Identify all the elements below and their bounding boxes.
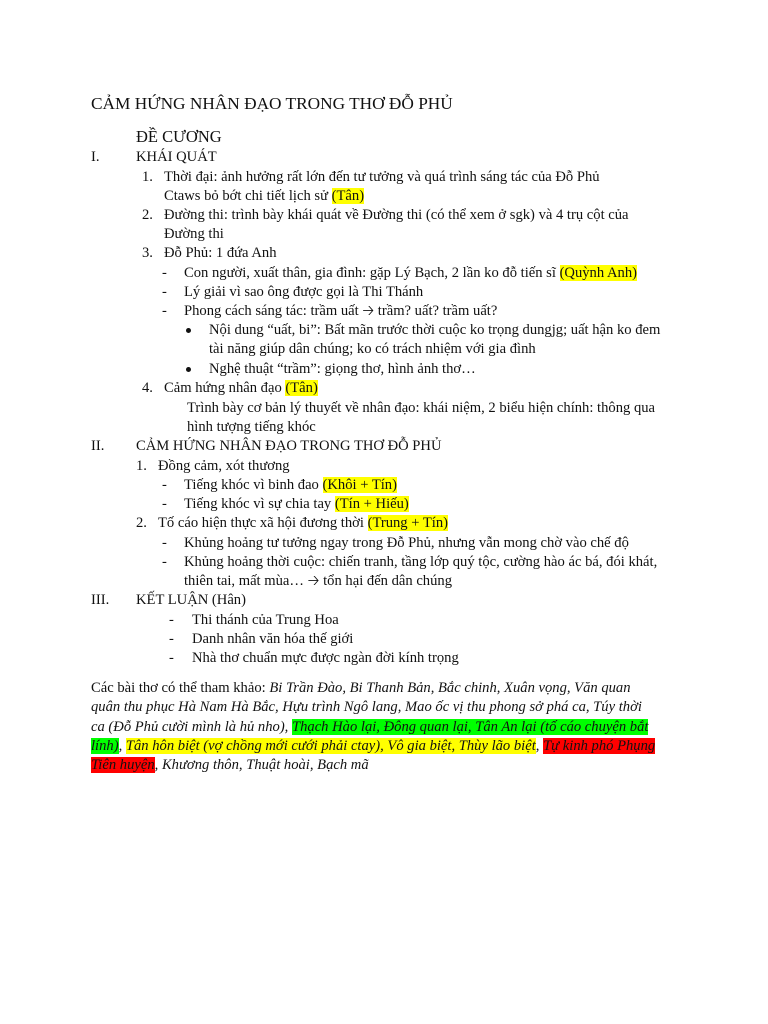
list-item-background xyxy=(184,264,637,283)
item-2-2-text xyxy=(158,514,448,533)
bullet-content-continuation: tài năng giúp dân chúng; ko có trách nhiệm với gia đình xyxy=(209,341,536,357)
references-line-3 xyxy=(91,718,648,737)
assignee-tag-highlight: (Khôi + Tín) xyxy=(322,477,397,493)
item-1-1-continuation xyxy=(164,187,364,206)
assignee-tag-highlight: (Tín + Hiếu) xyxy=(334,496,409,512)
dash-marker: - xyxy=(162,496,167,512)
item-1-4-paragraph-1: Trình bày cơ bản lý thuyết về nhân đạo: khái niệm, 2 biểu hiện chính: thông qua xyxy=(187,400,656,416)
item-1-2-continuation: Đường thi xyxy=(164,226,224,242)
section-1-number: I. xyxy=(91,149,100,165)
item-2-1-number: 1. xyxy=(136,458,147,474)
item-2-2-label: Tố cáo hiện thực xã hội đương thời xyxy=(158,515,368,531)
dash-marker: - xyxy=(162,265,167,281)
item-2-1-text: Đồng cảm, xót thương xyxy=(158,458,290,474)
list-item-text: Con người, xuất thân, gia đình: gặp Lý Bạch, 2 lần ko đỗ tiến sĩ xyxy=(184,265,560,281)
section-2-heading: CẢM HỨNG NHÂN ĐẠO TRONG THƠ ĐỖ PHỦ xyxy=(136,438,442,454)
section-2-number: II. xyxy=(91,438,105,454)
list-item-style xyxy=(184,302,497,321)
dash-marker: - xyxy=(162,554,167,570)
references-line-5 xyxy=(91,756,369,775)
item-1-4-text xyxy=(164,379,318,398)
list-item-era-crisis: Khủng hoảng thời cuộc: chiến tranh, tầng lớp quý tộc, cường hào ác bá, đói khát, xyxy=(184,554,658,570)
era-crisis-cont-b: tổn hại đến dân chúng xyxy=(319,573,452,589)
item-1-1-cont-text: Ctaws bỏ bớt chi tiết lịch sử xyxy=(164,188,332,204)
red-highlight: Tiên huyện xyxy=(91,757,155,773)
yellow-highlight: Tân hôn biệt (vợ chồng mới cưới phải ctay), Vô gia biệt, Thùy lão biệt xyxy=(125,738,536,754)
dash-marker: - xyxy=(162,284,167,300)
references-titles: , Khương thôn, Thuật hoài, Bạch mã xyxy=(154,757,369,773)
item-1-1-text: Thời đại: ảnh hưởng rất lớn đến tư tưởng và quá trình sáng tác của Đỗ Phủ xyxy=(164,169,600,185)
section-1-heading: KHÁI QUÁT xyxy=(136,149,217,165)
arrow-right-icon: 🡢 xyxy=(307,573,320,589)
list-item-thi-thanh: Lý giải vì sao ông được gọi là Thi Thánh xyxy=(184,284,424,300)
separator: , xyxy=(118,738,126,754)
item-2-2-number: 2. xyxy=(136,515,147,531)
item-1-4-paragraph-2: hình tượng tiếng khóc xyxy=(187,419,316,435)
bullet-art-text: Nghệ thuật “trầm”: giọng thơ, hình ảnh thơ… xyxy=(209,361,476,377)
assignee-tag-highlight: (Quỳnh Anh) xyxy=(559,265,637,281)
item-1-4-number: 4. xyxy=(142,380,153,396)
item-1-1-number: 1. xyxy=(142,169,153,185)
dash-marker: - xyxy=(162,535,167,551)
list-item-ideology-crisis: Khủng hoảng tư tưởng ngay trong Đỗ Phủ, nhưng vẫn mong chờ vào chế độ xyxy=(184,535,629,551)
conclusion-item-2: Danh nhân văn hóa thế giới xyxy=(192,631,354,647)
green-highlight: Thạch Hào lại, Đông quan lại, Tân An lại (tố cáo chuyện bắt xyxy=(291,719,649,735)
document-subtitle: ĐỀ CƯƠNG xyxy=(136,127,222,146)
references-titles: ca (Đỗ Phủ cười mình là hủ nho), xyxy=(91,719,292,735)
separator: , xyxy=(535,738,544,754)
bullet-icon xyxy=(186,321,191,340)
list-item-era-crisis-continuation xyxy=(184,572,452,591)
item-1-3-text: Đỗ Phủ: 1 đứa Anh xyxy=(164,245,277,261)
references-titles: Bi Trần Đào, Bi Thanh Bản, Bắc chinh, Xuân vọng, Văn quan xyxy=(269,680,631,696)
assignee-tag-highlight: (Trung + Tín) xyxy=(367,515,448,531)
list-item-parting xyxy=(184,495,409,514)
dash-marker: - xyxy=(169,612,174,628)
list-item-war xyxy=(184,476,397,495)
item-1-2-number: 2. xyxy=(142,207,153,223)
red-highlight: Tự kinh phó Phụng xyxy=(543,738,656,754)
dash-marker: - xyxy=(162,303,167,319)
arrow-right-icon: 🡢 xyxy=(362,303,375,319)
style-text-a: Phong cách sáng tác: trầm uất xyxy=(184,303,363,319)
references-line-2: quân thu phục Hà Nam Hà Bắc, Hựu trình Ngô lang, Mao ốc vị thu phong sở phá ca, Túy thời xyxy=(91,699,642,715)
item-1-4-label: Cảm hứng nhân đạo xyxy=(164,380,286,396)
references-line-4 xyxy=(91,737,655,756)
dash-marker: - xyxy=(169,631,174,647)
section-3-number: III. xyxy=(91,592,110,608)
item-1-2-text: Đường thi: trình bày khái quát về Đường thi (có thể xem ở sgk) và 4 trụ cột của xyxy=(164,207,629,223)
assignee-tag-highlight: (Tân) xyxy=(331,188,365,204)
section-3-heading: KẾT LUẬN (Hân) xyxy=(136,592,246,608)
era-crisis-cont-a: thiên tai, mất mùa… xyxy=(184,573,308,589)
bullet-content-text: Nội dung “uất, bi”: Bất mãn trước thời cuộc ko trọng dungjg; uất hận ko đem xyxy=(209,322,661,338)
document-title: CẢM HỨNG NHÂN ĐẠO TRONG THƠ ĐỖ PHỦ xyxy=(91,94,453,113)
green-highlight: lính) xyxy=(91,738,119,754)
bullet-icon xyxy=(186,360,191,379)
conclusion-item-3: Nhà thơ chuẩn mực được ngàn đời kính trọng xyxy=(192,650,459,666)
dash-marker: - xyxy=(162,477,167,493)
references-lead: Các bài thơ có thể tham khảo: xyxy=(91,680,270,696)
conclusion-item-1: Thi thánh của Trung Hoa xyxy=(192,612,339,628)
list-item-text: Tiếng khóc vì sự chia tay xyxy=(184,496,335,512)
references-line-1 xyxy=(91,679,631,698)
assignee-tag-highlight: (Tân) xyxy=(285,380,318,396)
list-item-text: Tiếng khóc vì binh đao xyxy=(184,477,323,493)
dash-marker: - xyxy=(169,650,174,666)
style-text-b: trầm? uất? trầm uất? xyxy=(374,303,498,319)
item-1-3-number: 3. xyxy=(142,245,153,261)
